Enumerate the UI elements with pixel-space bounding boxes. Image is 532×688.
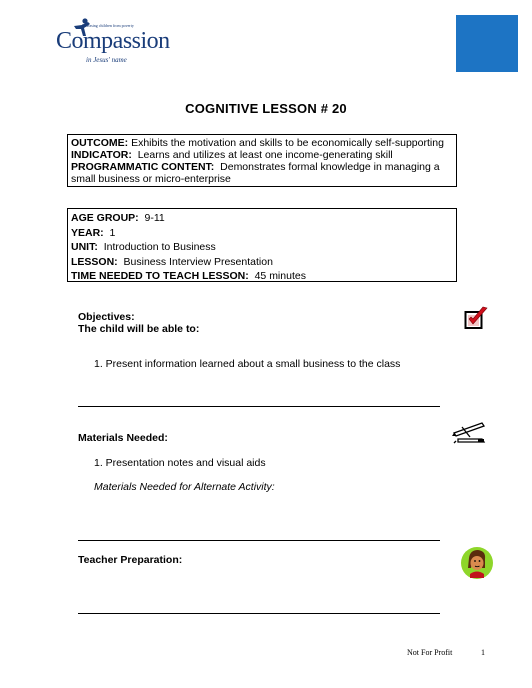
page-number: 1: [481, 648, 485, 657]
logo-subline: in Jesus' name: [86, 56, 127, 64]
lesson-info-box: [67, 208, 457, 282]
age-group-row: [71, 211, 453, 226]
indicator-row: [71, 149, 453, 161]
time-value: 45 minutes: [254, 270, 306, 282]
age-group-label: AGE GROUP:: [71, 212, 139, 224]
lesson-value: Business Interview Presentation: [123, 255, 273, 268]
corner-color-block: [456, 15, 518, 72]
age-group-value: 9-11: [144, 212, 165, 224]
unit-label: UNIT:: [71, 241, 98, 253]
pencil-tools-icon: [452, 419, 486, 445]
section-divider-2: [78, 540, 440, 541]
logo-wordmark: Compassion: [56, 28, 170, 54]
outcome-box: [67, 134, 457, 187]
time-row: [71, 269, 453, 284]
unit-value: Introduction to Business: [103, 241, 216, 253]
year-label: YEAR:: [71, 226, 104, 239]
indicator-label: INDICATOR:: [71, 149, 132, 161]
teacher-face-icon: [460, 546, 494, 580]
objectives-heading: Objectives:: [78, 311, 135, 323]
year-row: [71, 226, 453, 241]
teacher-preparation-heading: Teacher Preparation:: [78, 554, 183, 566]
checkbox-check-icon: [464, 306, 490, 330]
unit-row: [71, 240, 453, 255]
footer-text: Not For Profit: [407, 648, 453, 657]
year-value: 1: [109, 226, 116, 239]
content-text: Demonstrates formal knowledge in managing a small business or micro-enterprise: [71, 161, 440, 185]
objectives-subheading: The child will be able to:: [78, 323, 200, 335]
objective-item: 1. Present information learned about a small business to the class: [94, 358, 401, 370]
content-label: PROGRAMMATIC CONTENT:: [71, 161, 215, 173]
indicator-text: Learns and utilizes at least one income-generating skill: [137, 149, 393, 161]
outcome-row: [71, 137, 453, 149]
time-label: TIME NEEDED TO TEACH LESSON:: [71, 270, 249, 282]
lesson-label: LESSON:: [71, 255, 118, 268]
outcome-label: OUTCOME:: [71, 137, 129, 149]
content-row: [71, 161, 453, 185]
lesson-title: COGNITIVE LESSON # 20: [185, 101, 347, 116]
outcome-text: Exhibits the motivation and skills to be economically self-supporting: [131, 137, 444, 149]
section-divider-3: [78, 613, 440, 614]
lesson-row: [71, 255, 453, 270]
materials-item: 1. Presentation notes and visual aids: [94, 457, 266, 469]
logo-tagline: Releasing children from poverty: [82, 23, 134, 28]
materials-heading: Materials Needed:: [78, 432, 168, 444]
alternate-materials-label: Materials Needed for Alternate Activity:: [94, 481, 275, 493]
section-divider-1: [78, 406, 440, 407]
